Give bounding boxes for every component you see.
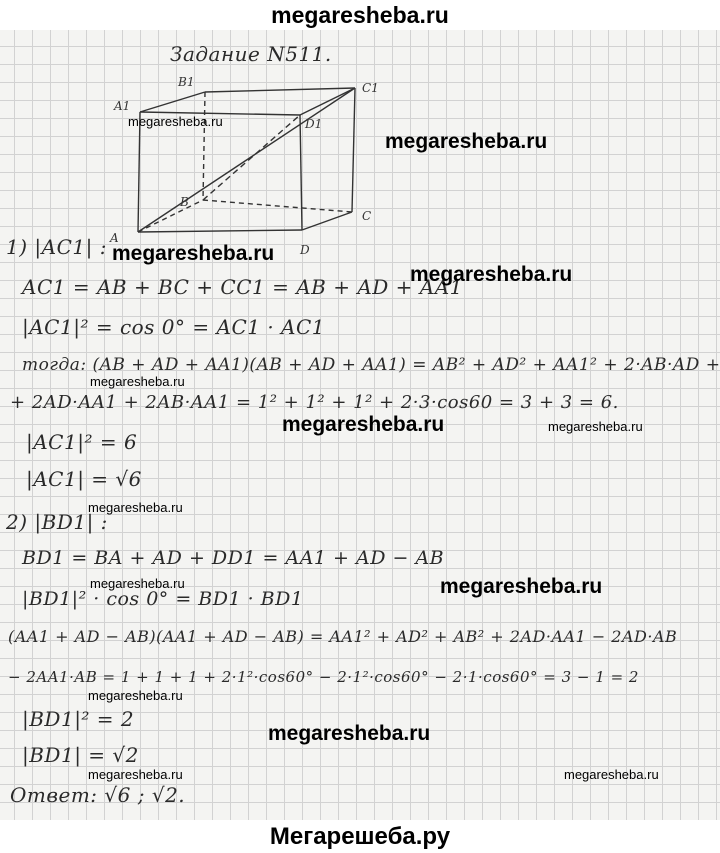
- solution-line-11: (AA1 + AD − AB)(AA1 + AD − AB) = AA1² + AD² + AB² + 2AD·AA1 − 2AD·AB: [8, 627, 678, 646]
- solution-line-4: тогда: (AB + AD + AA1)(AB + AD + AA1) = AB² + AD² + AA1² + 2·AB·AD +: [22, 355, 720, 375]
- watermark: megaresheba.ru: [548, 419, 643, 434]
- watermark: megaresheba.ru: [88, 500, 183, 515]
- watermark: megaresheba.ru: [440, 575, 603, 598]
- solution-line-7: |AC1| = √6: [26, 467, 142, 491]
- watermark: megaresheba.ru: [282, 413, 445, 436]
- parallelepiped-figure: [100, 70, 400, 270]
- label-c: C: [362, 209, 372, 223]
- solution-line-6: |AC1|² = 6: [26, 430, 138, 454]
- watermark: megaresheba.ru: [385, 130, 548, 153]
- edge-d-c: [302, 212, 352, 230]
- edge-d-d1: [300, 115, 302, 230]
- watermark: megaresheba.ru: [90, 576, 185, 591]
- label-d: D: [300, 243, 310, 257]
- watermark: megaresheba.ru: [128, 114, 223, 129]
- task-title: Задание N511.: [170, 42, 332, 66]
- watermark: megaresheba.ru: [90, 374, 185, 389]
- solution-line-10: |BD1|² · cos 0° = BD1 · BD1: [22, 588, 304, 610]
- diagonal-a-c1: [138, 88, 355, 232]
- label-d1: D1: [305, 117, 323, 131]
- solution-line-8: 2) |BD1| :: [6, 510, 108, 534]
- solution-line-13: |BD1|² = 2: [22, 707, 135, 731]
- watermark: megaresheba.ru: [268, 722, 431, 745]
- label-a: A: [110, 231, 119, 245]
- label-a1: A1: [114, 99, 131, 113]
- edge-c-c1: [352, 88, 355, 212]
- edge-a1-b1: [140, 92, 205, 112]
- watermark: megaresheba.ru: [564, 767, 659, 782]
- solution-line-9: BD1 = BA + AD + DD1 = AA1 + AD − AB: [22, 547, 445, 569]
- site-header-text: megaresheba.ru: [271, 1, 449, 28]
- label-c1: C1: [362, 81, 379, 95]
- notebook-page: [0, 30, 720, 820]
- edge-b-c: [203, 200, 352, 212]
- watermark: megaresheba.ru: [88, 767, 183, 782]
- site-footer: [0, 820, 720, 853]
- edge-a-a1: [138, 112, 140, 232]
- label-b1: B1: [178, 75, 195, 89]
- edge-a-d: [138, 230, 302, 232]
- watermark: megaresheba.ru: [88, 688, 183, 703]
- watermark: megaresheba.ru: [112, 242, 275, 265]
- edge-b1-c1: [205, 88, 355, 92]
- solution-line-3: |AC1|² = cos 0° = AC1 · AC1: [22, 315, 326, 339]
- edge-b-b1: [203, 92, 205, 200]
- solution-line-12: − 2AA1·AB = 1 + 1 + 1 + 2·1²·cos60° − 2·1²·cos60° − 2·1·cos60° = 3 − 1 = 2: [8, 668, 639, 686]
- solution-line-5: + 2AD·AA1 + 2AB·AA1 = 1² + 1² + 1² + 2·3·cos60 = 3 + 3 = 6.: [10, 392, 619, 413]
- edge-a-b: [138, 200, 203, 232]
- solution-line-14: |BD1| = √2: [22, 743, 139, 767]
- answer-line: Ответ: √6 ; √2.: [10, 783, 186, 807]
- watermark: megaresheba.ru: [410, 263, 573, 286]
- solution-line-2: AC1 = AB + BC + CC1 = AB + AD + AA1: [22, 275, 463, 299]
- site-footer-text: Мегарешеба.ру: [269, 822, 451, 850]
- solution-line-1: 1) |AC1| :: [6, 235, 107, 259]
- site-header: [0, 0, 720, 30]
- label-b: B: [180, 195, 189, 209]
- edge-c1-d1: [300, 88, 355, 115]
